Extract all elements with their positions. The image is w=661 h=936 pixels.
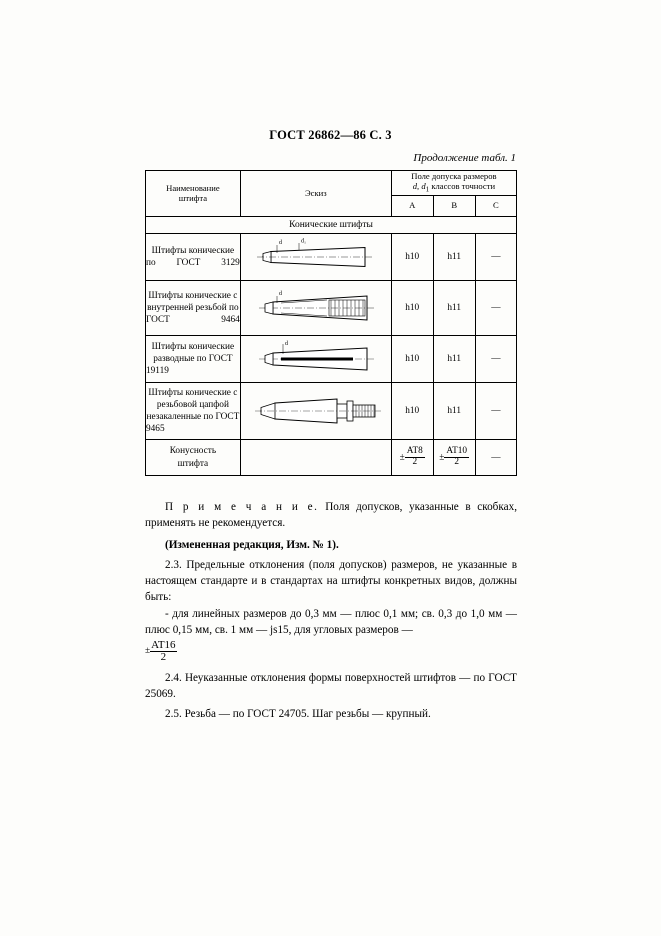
note-text: Поля допусков, указанные в скобках, применять не рекомендуется. [145,501,517,529]
table-row [146,383,517,440]
row5-b-num: AT10 [446,446,468,457]
row-class-b-3: h11 [433,336,475,383]
row5-a-fraction [405,447,425,468]
row-class-b-5 [433,440,475,476]
row-name-4: Штифты конические с резьбовой цапфой незакаленные по ГОСТ 9465 [146,383,241,440]
paragraph-2-3-a-text: - для линейных размеров до 0,3 мм — плюс 0,1 мм; св. 0,3 до 1,0 мм — плюс 0,15 мм, св. 1 мм — js15, для угловых размеров — [145,608,517,637]
header-class-b: B [433,196,475,217]
row-sketch-5 [240,440,391,476]
p23-frac-den: 2 [160,651,167,664]
taper-pin-threaded-stud-icon [241,383,391,439]
header-name-line1: Наименование [166,182,220,193]
header-name-cell [146,171,241,217]
row-sketch-3 [240,336,391,383]
row-class-c-5: — [475,440,516,476]
row-class-a-3: h10 [391,336,433,383]
taper-pin-internal-thread-icon [241,281,391,335]
row-name-3: Штифты конические разводные по ГОСТ 19119 [146,336,241,383]
table-row [146,234,517,281]
row-class-c-3: — [475,336,516,383]
header-class-c: C [475,196,516,217]
sketch-label-d-2: d [278,291,282,297]
row-class-a-5 [391,440,433,476]
header-class-a: A [391,196,433,217]
p23-fraction [150,640,176,663]
paragraph-2-4: 2.4. Неуказанные отклонения формы поверхностей штифтов — по ГОСТ 25069. [145,672,517,701]
paragraph-2-3: 2.3. Предельные отклонения (поля допусков) размеров, не указанные в настоящем стандарте и в стандартах на штифты конкретных видов, должны быть: [145,558,517,603]
table-row [146,440,517,476]
row5-a-den: 2 [412,457,418,467]
row-class-b-2: h11 [433,281,475,336]
row-name-5-line1: Конусность [169,446,217,457]
row-name-5 [146,440,241,476]
pin-tolerance-table [145,170,517,476]
row5-a-sign: ± [399,452,405,463]
row5-b-fraction [444,447,469,468]
note-paragraph [145,500,517,532]
table-section-row [146,217,517,234]
note-label: П р и м е ч а н и е. [165,501,319,513]
body-text [145,500,517,724]
section-title-conical-pins: Конические штифты [146,217,517,234]
p23-frac-sign: ± [145,646,151,657]
table-continuation-note: Продолжение табл. 1 [413,152,516,164]
revision-paragraph: (Измененная редакция, Изм. № 1). [165,538,339,551]
row5-b-sign: ± [439,452,445,463]
table-row [146,281,517,336]
row-name-1: Штифты конические по ГОСТ 3129 [146,234,241,281]
table-header-row [146,171,517,196]
paragraph-2-3-a [145,607,517,639]
row-class-c-2: — [475,281,516,336]
row-name-2: Штифты конические с внутренней резьбой по ГОСТ 9464 [146,281,241,336]
row-sketch-1 [240,234,391,281]
row-class-c-4: — [475,383,516,440]
row-sketch-2 [240,281,391,336]
row-class-a-2: h10 [391,281,433,336]
row-class-a-1: h10 [391,234,433,281]
header-tolerance-line2: d, $d_1$ классов точности [412,180,496,194]
row-class-c-1: — [475,234,516,281]
page-header: ГОСТ 26862—86 С. 3 [269,128,392,142]
paragraph-2-3-fraction [145,640,517,663]
header-sketch-cell: Эскиз [240,171,391,217]
row-name-5-line2: штифта [177,458,209,469]
header-name-line2: штифта [178,192,208,203]
row5-b-den: 2 [454,457,460,467]
p23-frac-num: AT16 [151,639,176,652]
table-row [146,336,517,383]
row-class-b-4: h11 [433,383,475,440]
taper-pin-split-icon [241,336,391,382]
row-class-a-4: h10 [391,383,433,440]
header-tolerance-cell [391,171,516,196]
sketch-label-d1: d₁ [300,238,306,245]
paragraph-2-5: 2.5. Резьба — по ГОСТ 24705. Шаг резьбы — крупный. [165,708,431,721]
row-class-b-1: h11 [433,234,475,281]
row5-a-num: AT8 [406,446,423,457]
taper-pin-icon [241,234,391,280]
row-sketch-4 [240,383,391,440]
sketch-label-d: d [278,240,282,246]
header-tolerance-line1: Поле допуска размеров [411,171,497,182]
sketch-label-d-3: d [284,341,288,347]
